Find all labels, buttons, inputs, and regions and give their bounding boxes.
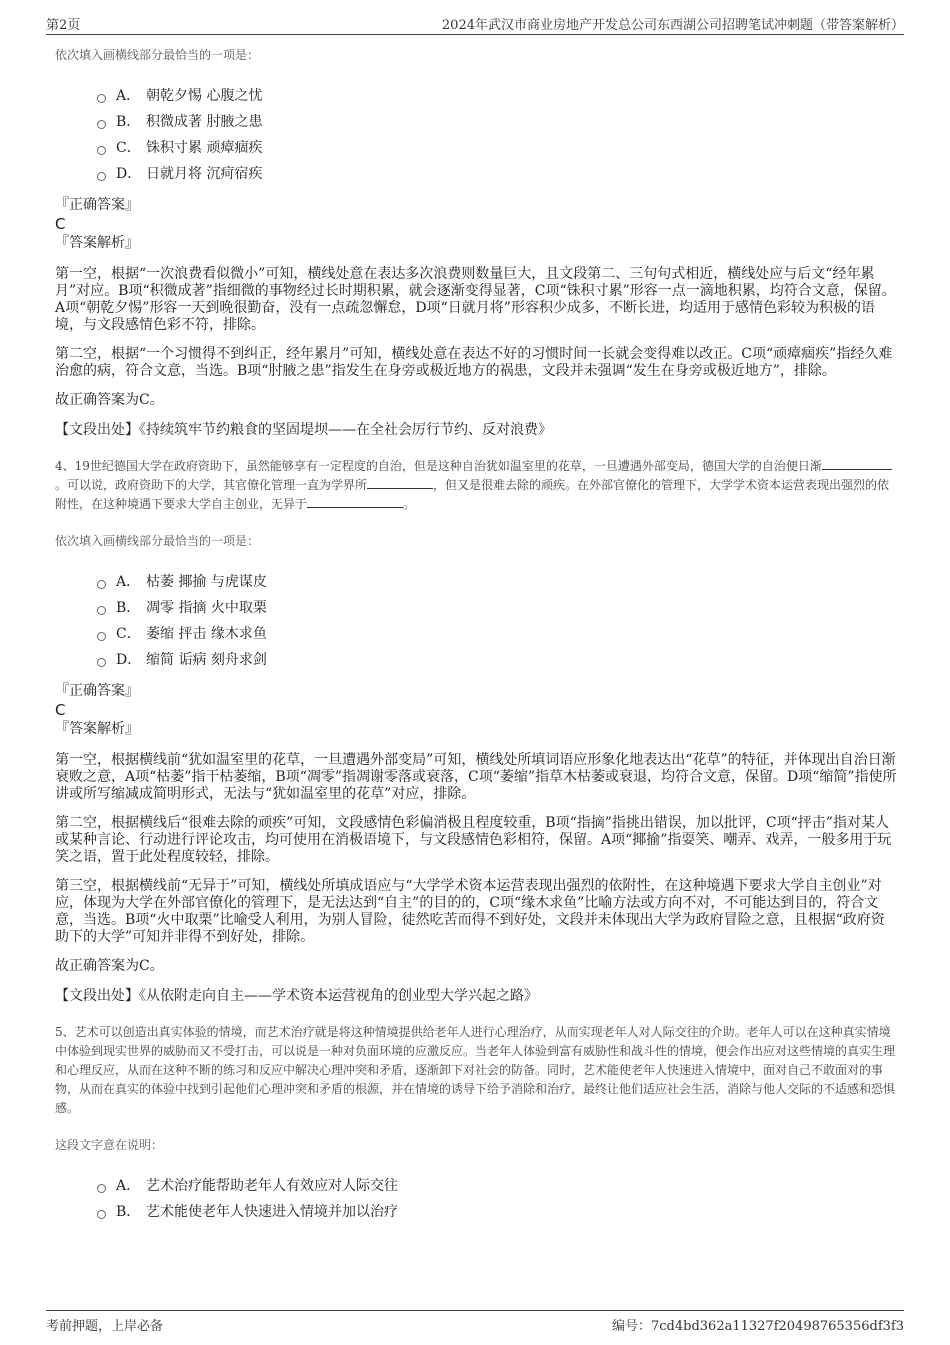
option-letter: C．	[116, 626, 141, 642]
option-letter: D．	[116, 652, 142, 668]
q3-option-a[interactable]	[97, 82, 897, 108]
option-text: 凋零 指摘 火中取栗	[146, 600, 267, 616]
option-text: 铢积寸累 顽瘴痼疾	[146, 140, 263, 156]
q3-answer: C	[55, 215, 66, 233]
option-text: 萎缩 抨击 缘木求鱼	[146, 626, 267, 642]
q4-answer-label: 『正确答案』	[55, 683, 139, 699]
q4-prompt: 依次填入画横线部分最恰当的一项是：	[55, 534, 260, 548]
option-text: 朝乾夕惕 心腹之忧	[146, 88, 263, 104]
radio-icon[interactable]	[97, 606, 106, 615]
option-text: 日就月将 沉疴宿疾	[146, 166, 263, 182]
q4-question-text	[55, 457, 897, 514]
q4-text-part: 。可以说，政府资助下的大学，其官僚化管理一直为学界所	[55, 478, 368, 492]
q4-analysis-conclusion: 故正确答案为C。	[55, 958, 164, 974]
radio-icon[interactable]	[97, 172, 106, 181]
q3-source: 【文段出处】《持续筑牢节约粮食的坚固堤坝——在全社会厉行节约、反对浪费》	[55, 422, 552, 438]
radio-icon[interactable]	[97, 146, 106, 155]
q4-analysis-paragraph: 第三空，根据横线前“无异于”可知，横线处所填成语应与“大学学术资本运营表现出强烈的依附性，在这种境遇下要求大学自主创业”对应，体现为大学在外部官僚化的管理下，是无法达到“自主”的目的的，C项“缘木求鱼”比喻方法或方向不对，不可能达到目的，符合文意，当选。B项“火中取栗”比喻受人利用，为别人冒险，徒然吃苦而得不到好处，文段并未体现出大学为政府冒险之意，且根据“政府资助下的大学”可知并非得不到好处，排除。	[55, 878, 885, 945]
q4-option-c[interactable]	[97, 620, 897, 646]
q3-prompt: 依次填入画横线部分最恰当的一项是：	[55, 48, 260, 62]
q3-option-b[interactable]	[97, 108, 897, 134]
q3-options	[55, 82, 897, 186]
q3-answer-label: 『正确答案』	[55, 197, 139, 213]
q3-analysis-label: 『答案解析』	[55, 235, 139, 251]
option-text: 缩简 诟病 刻舟求剑	[146, 652, 267, 668]
q4-options	[55, 568, 897, 672]
radio-icon[interactable]	[97, 1210, 106, 1219]
option-text: 积微成著 肘腋之患	[146, 114, 263, 130]
page-header	[46, 12, 904, 35]
option-letter: A．	[116, 1178, 141, 1194]
q3-analysis-paragraph: 第一空，根据“一次浪费看似微小”可知，横线处意在表达多次浪费则数量巨大，且文段第二、三句句式相近，横线处应与后文“经年累月”对应。B项“积微成著”指细微的事物经过长时期积累，就会逐渐变得显著，C项“铢积寸累”形容一点一滴地积累，均符合文意，保留。A项“朝乾夕惕”形容一天到晚很勤奋，没有一点疏忽懈怠，D项“日就月将”形容积少成多，不断长进，均适用于感情色彩较为积极的语境，与文段感情色彩不符，排除。	[55, 266, 896, 333]
answer-blank	[822, 457, 892, 470]
footer-slogan: 考前押题，上岸必备	[46, 1319, 164, 1334]
document-title: 2024年武汉市商业房地产开发总公司东西湖公司招聘笔试冲刺题（带答案解析）	[441, 18, 904, 33]
q4-answer: C	[55, 701, 66, 719]
document-id: 编号：7cd4bd362a11327f20498765356df3f3	[612, 1319, 904, 1334]
page-footer	[46, 1310, 904, 1335]
radio-icon[interactable]	[97, 120, 106, 129]
q4-analysis-label: 『答案解析』	[55, 721, 139, 737]
q4-option-b[interactable]	[97, 594, 897, 620]
q3-analysis-conclusion: 故正确答案为C。	[55, 392, 164, 408]
option-letter: A．	[116, 574, 141, 590]
q4-source: 【文段出处】《从依附走向自主——学术资本运营视角的创业型大学兴起之路》	[55, 988, 538, 1004]
option-letter: B．	[116, 1204, 141, 1220]
option-letter: D．	[116, 166, 142, 182]
option-text: 枯萎 揶揄 与虎谋皮	[146, 574, 267, 590]
answer-blank	[307, 495, 403, 508]
q3-option-d[interactable]	[97, 160, 897, 186]
q4-text-part: 4、19世纪德国大学在政府资助下，虽然能够享有一定程度的自治，但是这种自治犹如温室里的花草，一旦遭遇外部变局，德国大学的自治便日渐	[55, 459, 822, 473]
q5-options	[55, 1172, 897, 1224]
radio-icon[interactable]	[97, 632, 106, 641]
q4-option-d[interactable]	[97, 646, 897, 672]
radio-icon[interactable]	[97, 1184, 106, 1193]
q4-analysis-paragraph: 第一空，根据横线前“犹如温室里的花草，一旦遭遇外部变局”可知，横线处所填词语应形象化地表达出“花草”的特征，并体现出自治日渐衰败之意，A项“枯萎”指干枯萎缩，B项“凋零”指凋谢零落或衰落，C项“萎缩”指草木枯萎或衰退，均符合文意，保留。D项“缩简”指使所讲或所写缩减成简明形式，无法与“犹如温室里的花草”对应，排除。	[55, 752, 897, 802]
q4-option-a[interactable]	[97, 568, 897, 594]
page-content	[55, 46, 897, 1234]
option-letter: B．	[116, 600, 141, 616]
radio-icon[interactable]	[97, 580, 106, 589]
option-letter: C．	[116, 140, 141, 156]
q4-text-part: 。	[403, 497, 416, 511]
answer-blank	[367, 476, 433, 489]
q5-prompt: 这段文字意在说明：	[55, 1138, 164, 1152]
option-letter: A．	[116, 88, 141, 104]
radio-icon[interactable]	[97, 658, 106, 667]
option-letter: B．	[116, 114, 141, 130]
q4-text-part: ，但又是很难去除的顽疾。在外部官僚化的管理下，大学学术资本运营表现出强烈的依附性，在这种境遇下要求大学自主创业，无异于	[55, 478, 890, 511]
option-text: 艺术能使老年人快速进入情境并加以治疗	[146, 1204, 398, 1220]
q4-analysis-paragraph: 第二空，根据横线后“很难去除的顽疾”可知，文段感情色彩偏消极且程度较重，B项“指摘”指挑出错误，加以批评，C项“抨击”指对某人或某种言论、行动进行评论攻击，均可使用在消极语境下，与文段感情色彩相符，保留。A项“揶揄”指耍笑、嘲弄、戏弄，一般多用于玩笑之语，置于此处程度较轻，排除。	[55, 815, 892, 865]
q5-question-text: 5、艺术可以创造出真实体验的情境，而艺术治疗就是将这种情境提供给老年人进行心理治疗，从而实现老年人对人际交往的介助。老年人可以在这种真实情境中体验到现实世界的威胁而又不受打击，可以说是一种对负面环境的应激反应。当老年人体验到富有威胁性和战斗性的情境，便会作出应对这些情境的真实生理和心理反应，从而在这种不断的练习和反应中解决心理冲突和矛盾，逐渐卸下对社会的防备。同时，艺术能使老年人快速进入情境中，面对自己不敢面对的事物，从而在真实的体验中找到引起他们心理冲突和矛盾的根源，并在情境的诱导下给予消除和治疗，最终让他们适应社会生活，消除与他人交际的不适感和恐惧感。	[55, 1025, 896, 1115]
q5-option-b[interactable]	[97, 1198, 897, 1224]
q5-option-a[interactable]	[97, 1172, 897, 1198]
q3-option-c[interactable]	[97, 134, 897, 160]
radio-icon[interactable]	[97, 94, 106, 103]
option-text: 艺术治疗能帮助老年人有效应对人际交往	[146, 1178, 398, 1194]
page-number: 第2页	[46, 18, 81, 33]
q3-analysis-paragraph: 第二空，根据“一个习惯得不到纠正，经年累月”可知，横线处意在表达不好的习惯时间一长就会变得难以改正。C项“顽瘴痼疾”指经久难治愈的病，符合文意，当选。B项“肘腋之患”指发生在身旁或极近地方的祸患，文段并未强调“发生在身旁或极近地方”，排除。	[55, 346, 893, 379]
